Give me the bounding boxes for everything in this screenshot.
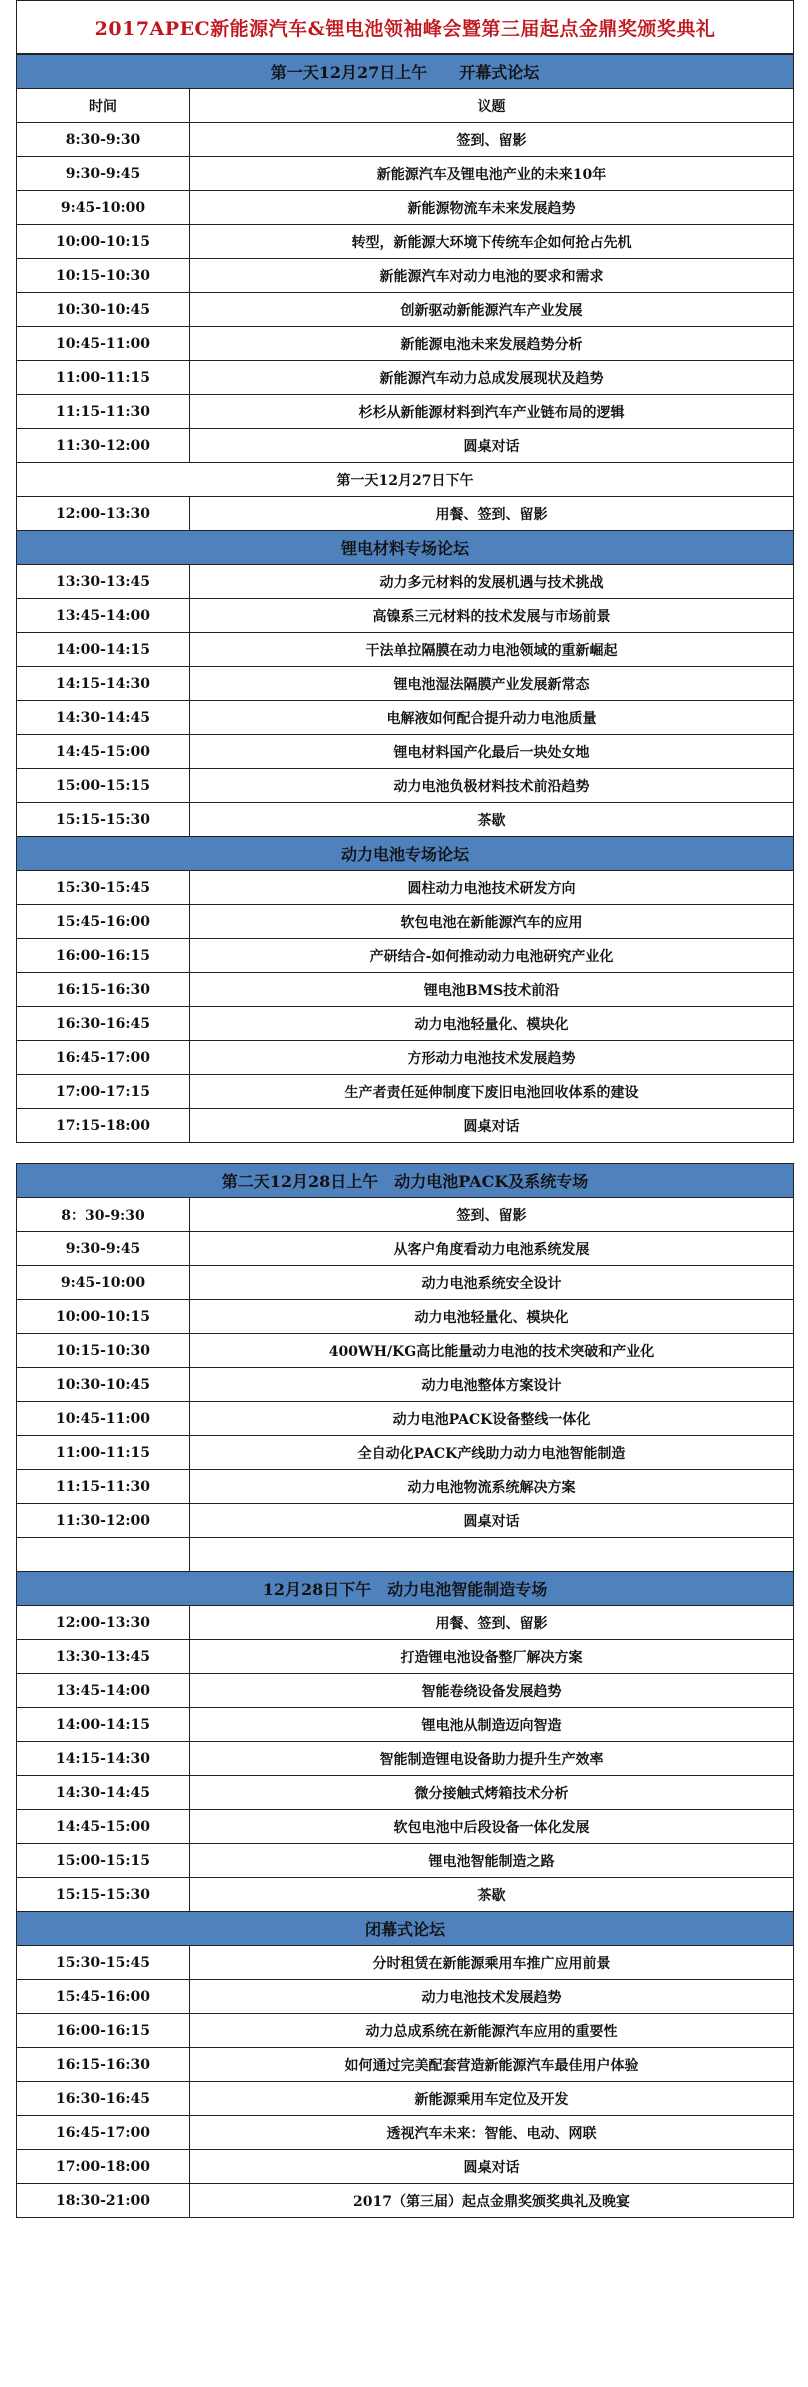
topic-cell: 用餐、签到、留影 xyxy=(190,497,794,531)
topic-cell: 透视汽车未来：智能、电动、网联 xyxy=(190,2116,794,2150)
table-row xyxy=(17,769,794,803)
topic-cell: 圆柱动力电池技术研发方向 xyxy=(190,871,794,905)
time-cell: 12:00-13:30 xyxy=(17,497,190,531)
table-row xyxy=(17,1674,794,1708)
table-row xyxy=(17,905,794,939)
agenda-document xyxy=(16,0,794,2218)
topic-cell: 签到、留影 xyxy=(190,1198,794,1232)
section-header: 第二天12月28日上午 动力电池PACK及系统专场 xyxy=(17,1164,794,1198)
time-cell: 11:15-11:30 xyxy=(17,395,190,429)
topic-cell: 从客户角度看动力电池系统发展 xyxy=(190,1232,794,1266)
topic-cell: 动力电池轻量化、模块化 xyxy=(190,1300,794,1334)
table-row xyxy=(17,1041,794,1075)
time-cell: 14:30-14:45 xyxy=(17,701,190,735)
blank-cell xyxy=(190,1538,794,1572)
section-header-row xyxy=(17,55,794,89)
topic-cell: 圆桌对话 xyxy=(190,429,794,463)
time-cell: 13:45-14:00 xyxy=(17,599,190,633)
time-cell: 14:15-14:30 xyxy=(17,1742,190,1776)
table-row xyxy=(17,191,794,225)
table-row xyxy=(17,1334,794,1368)
table-row xyxy=(17,2150,794,2184)
topic-cell: 圆桌对话 xyxy=(190,1504,794,1538)
time-cell: 14:15-14:30 xyxy=(17,667,190,701)
time-cell: 11:30-12:00 xyxy=(17,1504,190,1538)
time-cell: 11:00-11:15 xyxy=(17,1436,190,1470)
time-cell: 8:30-9:30 xyxy=(17,123,190,157)
time-cell: 13:45-14:00 xyxy=(17,1674,190,1708)
topic-cell: 用餐、签到、留影 xyxy=(190,1606,794,1640)
table-row xyxy=(17,633,794,667)
agenda-table xyxy=(16,54,794,1143)
topic-cell: 动力多元材料的发展机遇与技术挑战 xyxy=(190,565,794,599)
table-row xyxy=(17,1368,794,1402)
table-row xyxy=(17,327,794,361)
time-cell: 17:15-18:00 xyxy=(17,1109,190,1143)
topic-cell: 2017（第三届）起点金鼎奖颁奖典礼及晚宴 xyxy=(190,2184,794,2218)
section-header-row xyxy=(17,531,794,565)
time-cell: 10:00-10:15 xyxy=(17,225,190,259)
agenda-blocks xyxy=(16,54,794,2218)
topic-cell: 动力电池系统安全设计 xyxy=(190,1266,794,1300)
time-cell: 15:30-15:45 xyxy=(17,871,190,905)
table-row xyxy=(17,157,794,191)
topic-cell: 圆桌对话 xyxy=(190,2150,794,2184)
topic-cell: 动力总成系统在新能源汽车应用的重要性 xyxy=(190,2014,794,2048)
topic-cell: 锂电池湿法隔膜产业发展新常态 xyxy=(190,667,794,701)
topic-cell: 签到、留影 xyxy=(190,123,794,157)
table-row xyxy=(17,973,794,1007)
topic-cell: 锂电池BMS技术前沿 xyxy=(190,973,794,1007)
topic-cell: 动力电池PACK设备整线一体化 xyxy=(190,1402,794,1436)
time-cell: 11:15-11:30 xyxy=(17,1470,190,1504)
table-row xyxy=(17,2082,794,2116)
table-row xyxy=(17,225,794,259)
topic-cell: 动力电池整体方案设计 xyxy=(190,1368,794,1402)
topic-cell: 新能源乘用车定位及开发 xyxy=(190,2082,794,2116)
subsection-row xyxy=(17,463,794,497)
subsection-label: 第一天12月27日下午 xyxy=(17,463,794,497)
time-column-header: 时间 xyxy=(17,89,190,123)
time-cell: 10:00-10:15 xyxy=(17,1300,190,1334)
time-cell: 15:15-15:30 xyxy=(17,803,190,837)
table-row xyxy=(17,395,794,429)
time-cell: 16:00-16:15 xyxy=(17,939,190,973)
table-row xyxy=(17,1266,794,1300)
topic-cell: 动力电池负极材料技术前沿趋势 xyxy=(190,769,794,803)
table-row xyxy=(17,293,794,327)
topic-cell: 锂电池从制造迈向智造 xyxy=(190,1708,794,1742)
table-row xyxy=(17,1742,794,1776)
table-row xyxy=(17,361,794,395)
time-cell: 12:00-13:30 xyxy=(17,1606,190,1640)
section-header-row xyxy=(17,1572,794,1606)
section-header-row xyxy=(17,837,794,871)
time-cell: 14:45-15:00 xyxy=(17,735,190,769)
table-row xyxy=(17,1300,794,1334)
topic-cell: 新能源电池未来发展趋势分析 xyxy=(190,327,794,361)
topic-cell: 方形动力电池技术发展趋势 xyxy=(190,1041,794,1075)
time-cell: 16:30-16:45 xyxy=(17,2082,190,2116)
time-cell: 16:15-16:30 xyxy=(17,2048,190,2082)
section-header: 锂电材料专场论坛 xyxy=(17,531,794,565)
section-header: 第一天12月27日上午 开幕式论坛 xyxy=(17,55,794,89)
time-cell: 15:15-15:30 xyxy=(17,1878,190,1912)
page-title: 2017APEC新能源汽车&锂电池领袖峰会暨第三届起点金鼎奖颁奖典礼 xyxy=(16,0,794,54)
topic-cell: 全自动化PACK产线助力动力电池智能制造 xyxy=(190,1436,794,1470)
section-header-row xyxy=(17,1912,794,1946)
table-row xyxy=(17,497,794,531)
section-header: 12月28日下午 动力电池智能制造专场 xyxy=(17,1572,794,1606)
time-cell: 14:45-15:00 xyxy=(17,1810,190,1844)
topic-cell: 400WH/KG高比能量动力电池的技术突破和产业化 xyxy=(190,1334,794,1368)
topic-cell: 电解液如何配合提升动力电池质量 xyxy=(190,701,794,735)
topic-cell: 新能源汽车对动力电池的要求和需求 xyxy=(190,259,794,293)
topic-cell: 高镍系三元材料的技术发展与市场前景 xyxy=(190,599,794,633)
table-row xyxy=(17,939,794,973)
topic-cell: 茶歇 xyxy=(190,803,794,837)
time-cell: 9:45-10:00 xyxy=(17,191,190,225)
table-row xyxy=(17,1640,794,1674)
column-header-row xyxy=(17,89,794,123)
time-cell: 9:30-9:45 xyxy=(17,157,190,191)
topic-cell: 锂电池智能制造之路 xyxy=(190,1844,794,1878)
topic-cell: 软包电池在新能源汽车的应用 xyxy=(190,905,794,939)
time-cell: 14:30-14:45 xyxy=(17,1776,190,1810)
time-cell: 10:45-11:00 xyxy=(17,327,190,361)
table-row xyxy=(17,1198,794,1232)
topic-cell: 干法单拉隔膜在动力电池领域的重新崛起 xyxy=(190,633,794,667)
time-cell: 11:30-12:00 xyxy=(17,429,190,463)
topic-cell: 茶歇 xyxy=(190,1878,794,1912)
table-row xyxy=(17,429,794,463)
table-row xyxy=(17,565,794,599)
time-cell: 10:15-10:30 xyxy=(17,259,190,293)
table-row xyxy=(17,1075,794,1109)
topic-cell: 新能源汽车及锂电池产业的未来10年 xyxy=(190,157,794,191)
table-row xyxy=(17,1708,794,1742)
table-row xyxy=(17,871,794,905)
table-row xyxy=(17,667,794,701)
time-cell: 16:45-17:00 xyxy=(17,2116,190,2150)
topic-cell: 如何通过完美配套营造新能源汽车最佳用户体验 xyxy=(190,2048,794,2082)
block-gap xyxy=(16,1143,794,1163)
topic-cell: 微分接触式烤箱技术分析 xyxy=(190,1776,794,1810)
time-cell: 13:30-13:45 xyxy=(17,565,190,599)
agenda-table xyxy=(16,1163,794,2218)
topic-cell: 动力电池物流系统解决方案 xyxy=(190,1470,794,1504)
table-row xyxy=(17,803,794,837)
time-cell: 15:00-15:15 xyxy=(17,1844,190,1878)
topic-column-header: 议题 xyxy=(190,89,794,123)
table-row xyxy=(17,1946,794,1980)
section-header: 闭幕式论坛 xyxy=(17,1912,794,1946)
section-header-row xyxy=(17,1164,794,1198)
time-cell: 14:00-14:15 xyxy=(17,1708,190,1742)
topic-cell: 杉杉从新能源材料到汽车产业链布局的逻辑 xyxy=(190,395,794,429)
time-cell: 17:00-17:15 xyxy=(17,1075,190,1109)
topic-cell: 产研结合-如何推动动力电池研究产业化 xyxy=(190,939,794,973)
time-cell: 10:15-10:30 xyxy=(17,1334,190,1368)
time-cell: 15:30-15:45 xyxy=(17,1946,190,1980)
time-cell: 9:45-10:00 xyxy=(17,1266,190,1300)
topic-cell: 智能卷绕设备发展趋势 xyxy=(190,1674,794,1708)
topic-cell: 转型，新能源大环境下传统车企如何抢占先机 xyxy=(190,225,794,259)
blank-row xyxy=(17,1538,794,1572)
topic-cell: 分时租赁在新能源乘用车推广应用前景 xyxy=(190,1946,794,1980)
time-cell: 15:45-16:00 xyxy=(17,905,190,939)
topic-cell: 创新驱动新能源汽车产业发展 xyxy=(190,293,794,327)
table-row xyxy=(17,1844,794,1878)
table-row xyxy=(17,1436,794,1470)
topic-cell: 新能源汽车动力总成发展现状及趋势 xyxy=(190,361,794,395)
topic-cell: 打造锂电池设备整厂解决方案 xyxy=(190,1640,794,1674)
table-row xyxy=(17,259,794,293)
topic-cell: 动力电池轻量化、模块化 xyxy=(190,1007,794,1041)
table-row xyxy=(17,599,794,633)
table-row xyxy=(17,2048,794,2082)
time-cell: 15:00-15:15 xyxy=(17,769,190,803)
time-cell: 16:45-17:00 xyxy=(17,1041,190,1075)
time-cell: 16:00-16:15 xyxy=(17,2014,190,2048)
section-header: 动力电池专场论坛 xyxy=(17,837,794,871)
table-row xyxy=(17,1402,794,1436)
blank-cell xyxy=(17,1538,190,1572)
topic-cell: 锂电材料国产化最后一块处女地 xyxy=(190,735,794,769)
table-row xyxy=(17,1504,794,1538)
table-row xyxy=(17,1810,794,1844)
topic-cell: 圆桌对话 xyxy=(190,1109,794,1143)
time-cell: 15:45-16:00 xyxy=(17,1980,190,2014)
time-cell: 14:00-14:15 xyxy=(17,633,190,667)
table-row xyxy=(17,1109,794,1143)
time-cell: 11:00-11:15 xyxy=(17,361,190,395)
table-row xyxy=(17,1007,794,1041)
topic-cell: 动力电池技术发展趋势 xyxy=(190,1980,794,2014)
table-row xyxy=(17,2184,794,2218)
topic-cell: 软包电池中后段设备一体化发展 xyxy=(190,1810,794,1844)
time-cell: 17:00-18:00 xyxy=(17,2150,190,2184)
topic-cell: 智能制造锂电设备助力提升生产效率 xyxy=(190,1742,794,1776)
time-cell: 16:15-16:30 xyxy=(17,973,190,1007)
table-row xyxy=(17,1980,794,2014)
table-row xyxy=(17,701,794,735)
time-cell: 8：30-9:30 xyxy=(17,1198,190,1232)
time-cell: 10:45-11:00 xyxy=(17,1402,190,1436)
time-cell: 10:30-10:45 xyxy=(17,1368,190,1402)
time-cell: 10:30-10:45 xyxy=(17,293,190,327)
table-row xyxy=(17,1776,794,1810)
table-row xyxy=(17,123,794,157)
time-cell: 16:30-16:45 xyxy=(17,1007,190,1041)
table-row xyxy=(17,1606,794,1640)
table-row xyxy=(17,1470,794,1504)
topic-cell: 新能源物流车未来发展趋势 xyxy=(190,191,794,225)
time-cell: 9:30-9:45 xyxy=(17,1232,190,1266)
table-row xyxy=(17,2014,794,2048)
table-row xyxy=(17,1232,794,1266)
time-cell: 13:30-13:45 xyxy=(17,1640,190,1674)
table-row xyxy=(17,2116,794,2150)
time-cell: 18:30-21:00 xyxy=(17,2184,190,2218)
topic-cell: 生产者责任延伸制度下废旧电池回收体系的建设 xyxy=(190,1075,794,1109)
table-row xyxy=(17,1878,794,1912)
table-row xyxy=(17,735,794,769)
